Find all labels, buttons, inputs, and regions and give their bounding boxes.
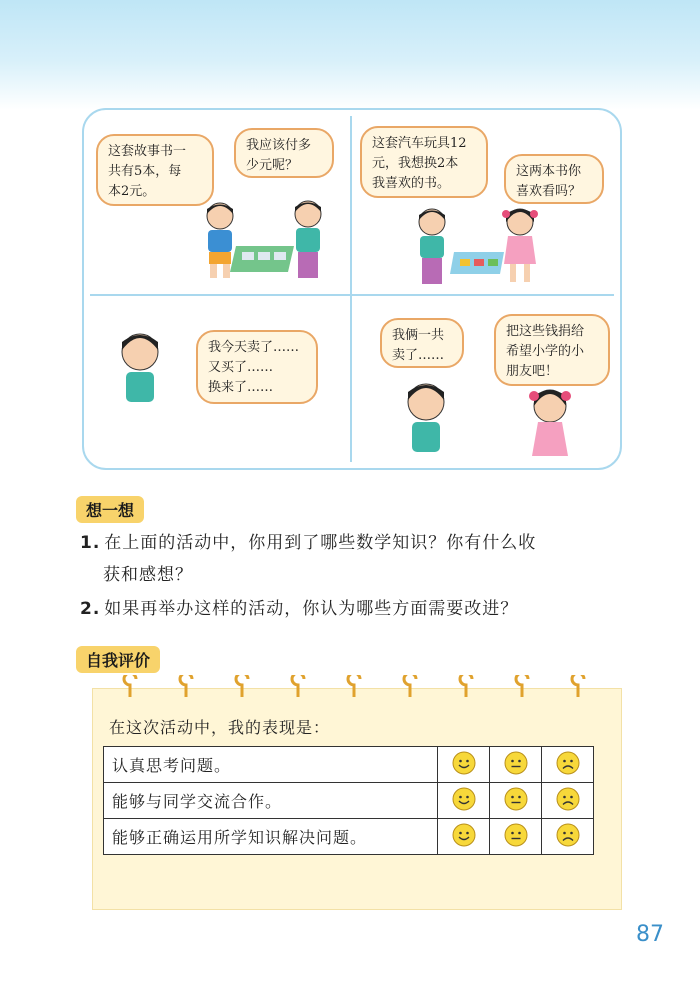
question-1-text-line2: 获和感想？ <box>103 565 193 585</box>
binder-ring-icon <box>121 675 139 699</box>
smile-face-cell[interactable] <box>438 783 490 819</box>
binder-ring-icon <box>401 675 419 699</box>
panel-divider-horizontal <box>90 294 614 296</box>
neutral-face-cell[interactable] <box>490 747 542 783</box>
self-eval-table <box>103 746 594 855</box>
binder-ring-icon <box>289 675 307 699</box>
self-eval-intro: 在这次活动中，我的表现是： <box>109 718 331 737</box>
sad-face-cell[interactable] <box>542 747 594 783</box>
eval-item-label: 能够与同学交流合作。 <box>104 783 438 819</box>
smile-face-icon <box>452 751 476 775</box>
smile-face-cell[interactable] <box>438 747 490 783</box>
sad-face-icon <box>556 787 580 811</box>
speech-bubble-toy-trade: 这套汽车玩具12 元，我想换2本 我喜欢的书。 <box>360 126 488 198</box>
question-1-continued <box>103 560 193 590</box>
table-row <box>104 783 594 819</box>
neutral-face-icon <box>504 751 528 775</box>
question-1-number: 1. <box>80 533 101 553</box>
question-2-number: 2. <box>80 599 101 619</box>
header-band <box>0 0 700 110</box>
question-1 <box>80 528 536 558</box>
binder-ring-icon <box>513 675 531 699</box>
girl-book-buyer-illustration <box>496 206 542 286</box>
smile-face-icon <box>452 787 476 811</box>
speech-bubble-how-much: 我应该付多 少元呢？ <box>234 128 334 178</box>
binder-ring-icon <box>177 675 195 699</box>
sad-face-icon <box>556 751 580 775</box>
sad-face-cell[interactable] <box>542 783 594 819</box>
neutral-face-icon <box>504 787 528 811</box>
binder-ring-icon <box>345 675 363 699</box>
binder-ring-icon <box>569 675 587 699</box>
neutral-face-cell[interactable] <box>490 783 542 819</box>
boy-presenter-illustration <box>398 380 454 464</box>
self-eval-section-tag: 自我评价 <box>76 646 160 673</box>
speech-bubble-book-price: 这套故事书一 共有5本，每 本2元。 <box>96 134 214 206</box>
binder-ring-icon <box>233 675 251 699</box>
question-1-text-line1: 在上面的活动中，你用到了哪些数学知识？你有什么收 <box>104 533 537 553</box>
self-eval-notebook <box>92 688 622 910</box>
girl-presenter-illustration <box>524 386 576 466</box>
smile-face-cell[interactable] <box>438 819 490 855</box>
speech-bubble-donate: 把这些钱捐给 希望小学的小 朋友吧！ <box>494 314 610 386</box>
panel-divider-vertical <box>350 116 352 462</box>
speech-bubble-like-books: 这两本书你 喜欢看吗？ <box>504 154 604 204</box>
boy-buyer-illustration <box>286 198 330 284</box>
boy-thinking-illustration <box>114 330 166 414</box>
question-2-text: 如果再举办这样的活动，你认为哪些方面需要改进？ <box>104 599 519 619</box>
speech-bubble-total-sold: 我俩一共 卖了…… <box>380 318 464 368</box>
table-row <box>104 747 594 783</box>
question-2 <box>80 594 518 624</box>
activity-illustration <box>82 108 622 470</box>
neutral-face-icon <box>504 823 528 847</box>
binder-ring-icon <box>457 675 475 699</box>
table-row <box>104 819 594 855</box>
sad-face-cell[interactable] <box>542 819 594 855</box>
page-number: 87 <box>636 922 664 947</box>
eval-item-label: 能够正确运用所学知识解决问题。 <box>104 819 438 855</box>
think-section-tag: 想一想 <box>76 496 144 523</box>
smile-face-icon <box>452 823 476 847</box>
neutral-face-cell[interactable] <box>490 819 542 855</box>
sad-face-icon <box>556 823 580 847</box>
eval-item-label: 认真思考问题。 <box>104 747 438 783</box>
speech-bubble-sold-bought: 我今天卖了…… 又买了…… 换来了…… <box>196 330 318 404</box>
